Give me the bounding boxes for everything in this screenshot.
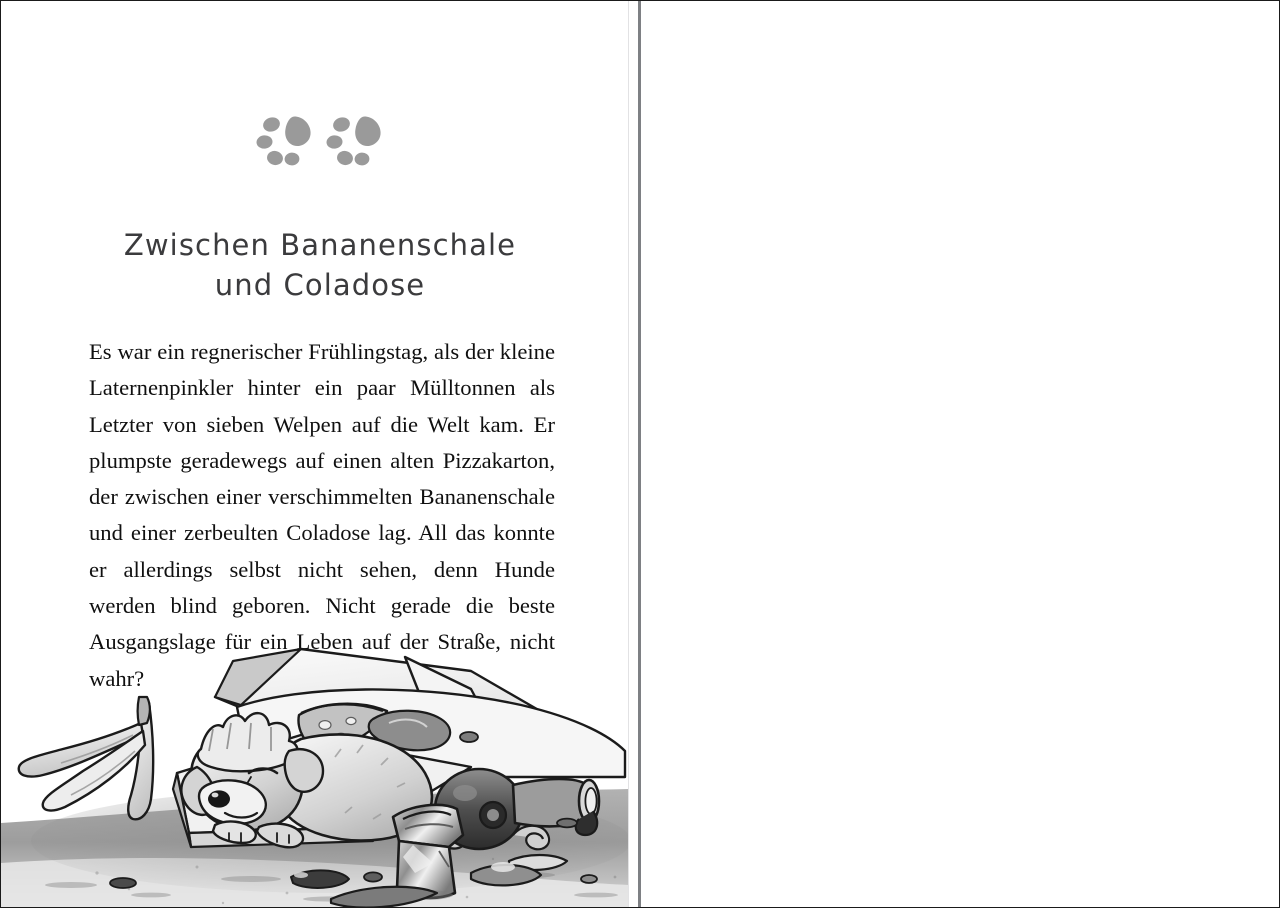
right-page [641,1,1279,907]
paw-print-ornament [1,113,639,169]
left-page [1,1,639,907]
paw-print-icon [326,113,384,169]
chapter-illustration [1,627,629,907]
chapter-title-line-2: und Coladose [214,268,426,303]
paragraph: Es war ein regnerischer Frühlingstag, als der kleine Laternenpinkler hinter ein paar Mülltonnen als Letzter von sieben Welpen auf die Welt kam. Er plumpste geradewegs auf einen alten Pizzakarton, der zwischen einer verschimmelten Bananenschale und einer zerbeulten Coladose lag. All das konnte er allerdings selbst nicht sehen, denn Hunde werden blind geboren. Nicht gerade die beste Ausgangslage für ein Leben auf der Straße, nicht wahr? [89,339,555,691]
page-fold-shadow [628,1,629,908]
chapter-title [61,225,579,305]
banana-peel [19,697,153,819]
paw-print-icon [256,113,314,169]
chapter-title-line-1: Zwischen Bananenschale [123,228,517,263]
